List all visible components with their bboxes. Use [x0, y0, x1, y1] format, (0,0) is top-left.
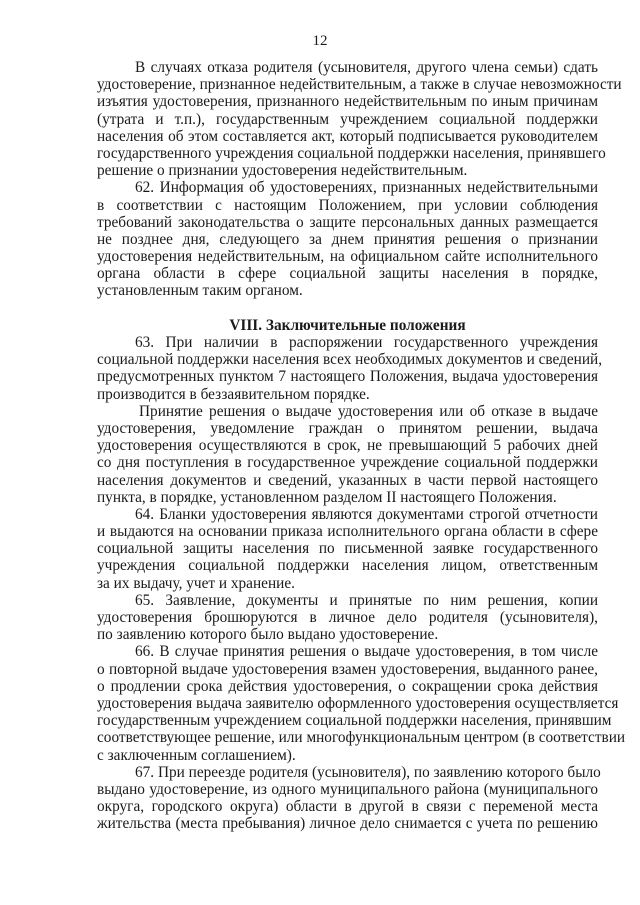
paragraph — [97, 643, 626, 764]
text-line: 65. Заявление, документы и принятые по ним решения, копии — [135, 591, 598, 609]
text-line: удостоверения брошюруются в личное дело родителя (усыновителя), — [97, 609, 598, 626]
text-line: не позднее дня, следующего за днем принятия решения о признании — [97, 230, 598, 248]
text-line: учреждения социальной поддержки населения лицом, ответственным — [97, 557, 598, 575]
text-line: 62. Информация об удостоверениях, признанных недействительными — [135, 179, 598, 197]
text-line: населения об этом составляется акт, который подписывается руководителем — [97, 127, 598, 145]
text-line: за их выдачу, учет и хранение. — [97, 574, 295, 592]
text-line: пункта, в порядке, установленном разделом II настоящего Положения. — [97, 488, 557, 506]
text-line: удостоверения осуществляются в срок, не превышающий 5 рабочих дней — [97, 437, 598, 455]
paragraph — [97, 179, 598, 299]
page-number: 12 — [312, 33, 328, 49]
text-line: В случаях отказа родителя (усыновителя, другого члена семьи) сдать — [135, 59, 598, 76]
text-line: изъятия удостоверения, признанного недействительным по иным причинам — [97, 93, 598, 111]
text-line: 66. В случае принятия решения о выдаче удостоверения, в том числе — [135, 643, 598, 661]
text-line: населения документов и сведений, указанных в части первой настоящего — [97, 471, 598, 489]
blank-line — [97, 300, 598, 317]
text-line: 67. При переезде родителя (усыновителя), по заявлению которого было — [135, 763, 601, 781]
text-line: удостоверения выдача заявителю оформленного удостоверения осуществляется — [97, 694, 619, 712]
paragraph — [97, 403, 598, 506]
section-heading: VIII. Заключительные положения — [229, 316, 466, 334]
text-line: социальной поддержки населения всех необходимых документов и сведений, — [97, 351, 603, 369]
text-line: удостоверения, уведомление граждан о принятом решении, выдача — [97, 419, 598, 437]
text-line: выдано удостоверение, из одного муниципального района (муниципального — [97, 780, 598, 798]
text-line: предусмотренных пунктом 7 настоящего Положения, выдача удостоверения — [97, 368, 598, 386]
paragraph — [97, 763, 601, 833]
document-body — [97, 59, 626, 833]
text-line: удостоверения недействительным, на официальном сайте исполнительного — [97, 248, 598, 266]
text-line: государственного учреждения социальной поддержки населения, принявшего — [97, 144, 606, 162]
text-line: 64. Бланки удостоверения являются документами строгой отчетности — [135, 505, 598, 523]
text-line: 63. При наличии в распоряжении государственного учреждения — [135, 334, 598, 351]
text-line: производится в беззаявительном порядке. — [97, 385, 370, 403]
text-line: (утрата и т.п.), государственным учреждением социальной поддержки — [97, 110, 598, 128]
text-line: со дня поступления в государственное учреждение социальной поддержки — [97, 454, 598, 472]
text-line: органа области в сфере социальной защиты населения в порядке, — [97, 265, 598, 283]
text-line: округа, городского округа) области в другой в связи с переменой места — [97, 798, 598, 816]
text-line: требований законодательства о защите персональных данных размещается — [97, 213, 598, 231]
paragraph — [97, 592, 598, 644]
text-line: соответствующее решение, или многофункциональным центром (в соответствии — [97, 729, 626, 747]
text-line: установленным таким органом. — [97, 282, 303, 300]
text-line: социальной защиты населения по письменной заявке государственного — [97, 540, 598, 558]
paragraph — [97, 506, 598, 592]
text-line: о продлении срока действия удостоверения, о сокращении срока действия — [97, 677, 598, 695]
text-line: государственным учреждением социальной поддержки населения, принявшим — [97, 712, 612, 730]
text-line: о повторной выдаче удостоверения взамен удостоверения, выданного ранее, — [97, 660, 598, 678]
text-line: в соответствии с настоящим Положением, при условии соблюдения — [97, 196, 598, 214]
text-line: по заявлению которого было выдано удостоверение. — [97, 626, 439, 644]
text-line: удостоверение, признанное недействительным, а также в случае невозможности — [97, 76, 622, 94]
text-line: и выдаются на основании приказа исполнительного органа области в сфере — [97, 523, 598, 541]
text-line: с заключенным соглашением). — [97, 746, 296, 764]
paragraph — [97, 334, 603, 403]
text-line: жительства (места пребывания) личное дело снимается с учета по решению — [97, 815, 598, 833]
text-line: решение о признании удостоверения недействительным. — [97, 162, 468, 180]
paragraph — [97, 59, 622, 180]
text-line: Принятие решения о выдаче удостоверения или об отказе в выдаче — [139, 402, 598, 420]
